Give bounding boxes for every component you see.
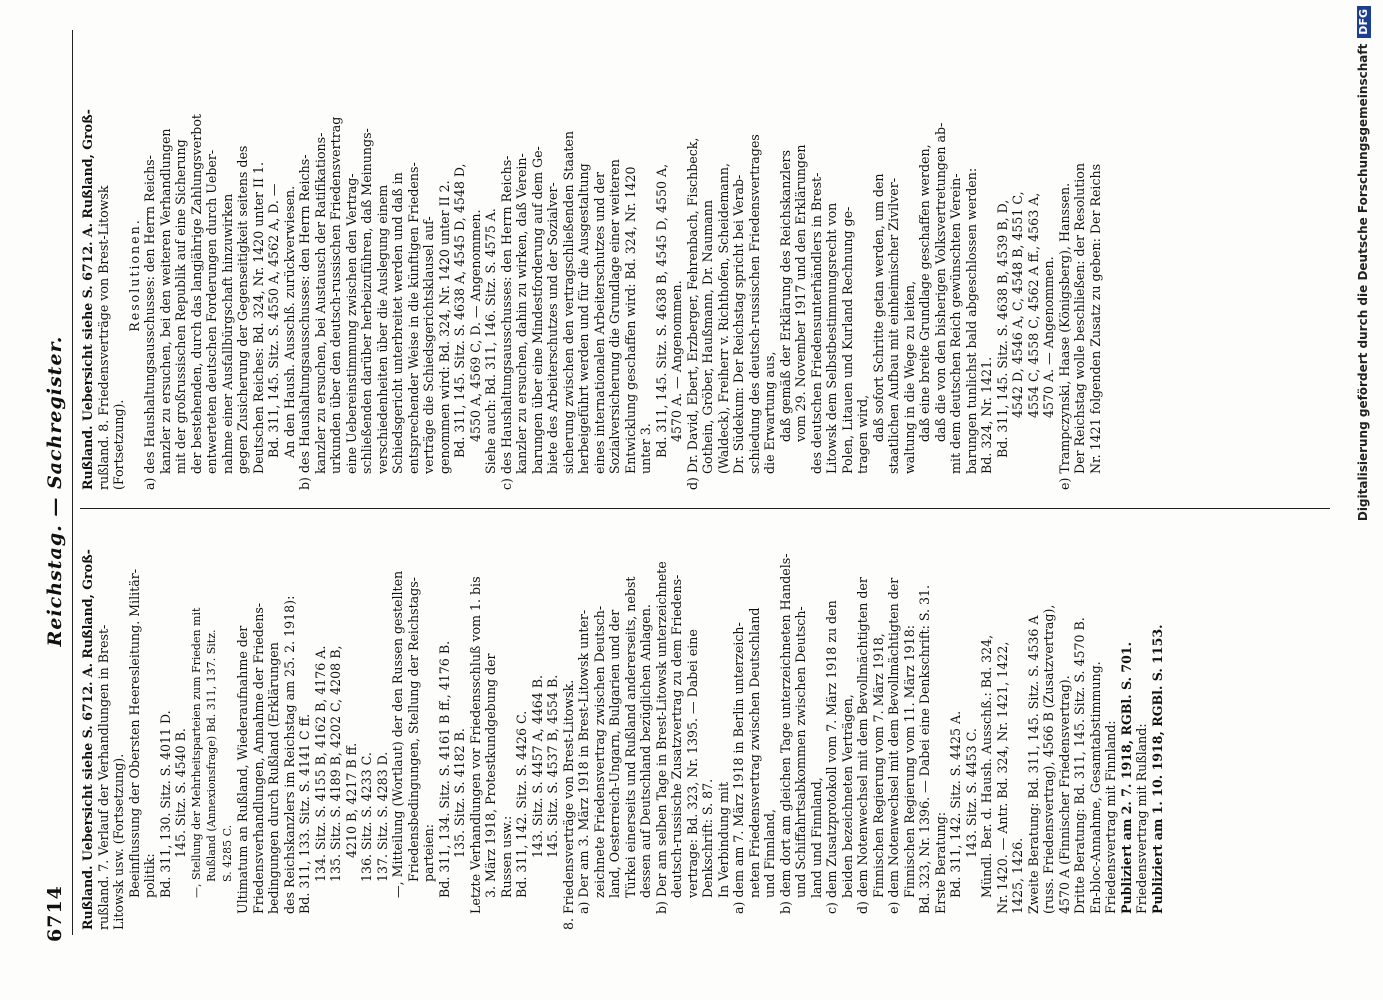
right-column-line: des deutschen Friedensunterhändlers in Brest- xyxy=(808,172,824,474)
left-column-line: Zweite Beratung: Bd. 311, 145. Sitz. S. 4536 A xyxy=(1025,615,1041,914)
left-column-line: politik: xyxy=(142,853,157,898)
right-column-line: die Erwartung aus, xyxy=(762,351,777,474)
left-column-line: neten Friedensvertrag zwischen Deutschland xyxy=(746,607,762,898)
right-column-line: kanzler zu ersuchen, bei den weiteren Verhandlungen xyxy=(157,128,173,474)
left-column-line: 145. Sitz. S. 4540 B. xyxy=(173,728,188,858)
right-column-line: Resolutionen. xyxy=(126,218,142,332)
right-column-line: schiedung des deutsch-russischen Friedensvertrages xyxy=(746,134,762,474)
right-column-line: 4550 A, 4569 C, D. — Angenommen. xyxy=(467,209,483,442)
left-column-line: 3. März 1918, Protestkundgebung der xyxy=(483,653,498,898)
left-column-line: 135. Sitz. S. 4182 B. xyxy=(452,728,467,858)
left-column-line: Publiziert am 2. 7. 1918, RGBl. S. 701. xyxy=(1118,641,1134,914)
right-column-line: Sozialversicherung die Grundlage einer weiteren xyxy=(607,159,622,474)
left-column-line: Bd. 323, Nr. 1396. — Dabei eine Denkschrift: S. 31. xyxy=(917,584,932,914)
right-column-line: schließenden darüber herbeizuführen, daß Meinungs- xyxy=(359,128,374,474)
left-column-line: Bd. 311, 130. Sitz. S. 4011 D. xyxy=(157,710,173,898)
right-column-line: entsprechender Weise in die künftigen Friedens- xyxy=(405,162,421,474)
left-column-line: land und Finnland, xyxy=(808,777,824,898)
right-column-line: mit dem deutschen Reich gewünschten Verein- xyxy=(948,173,963,474)
left-column-line: Dritte Beratung: Bd. 311, 145. Sitz. S. 4570 B. xyxy=(1072,617,1087,914)
header-rule xyxy=(72,30,73,935)
left-column-line: Bd. 311, 134. Sitz. S. 4161 B ff., 4176 B. xyxy=(436,640,452,898)
left-column-line: und Schiffahrtsabkommen zwischen Deutsch- xyxy=(793,606,808,898)
right-column-line: biete des Arbeiterschutzes und der Sozialver- xyxy=(545,182,560,474)
right-column-line: waltung in die Wege zu leiten, xyxy=(901,280,917,474)
left-column-line: Rußland. Uebersicht siehe S. 6712. A. Rußland, Groß- xyxy=(80,549,95,930)
right-column-line: eine Uebereinstimmung zwischen den Vertrag- xyxy=(343,173,359,474)
right-column-line: b) des Haushaltungsausschusses: den Herrn Reichs- xyxy=(297,154,312,490)
left-column-line: Finnischen Regierung vom 11. März 1918: xyxy=(901,624,917,898)
left-column-line: c) dem Zusatzprotokoll vom 7. März 1918 zu den xyxy=(824,600,839,914)
left-column-line: des Reichskanzlers im Reichstag am 25. 2. 1918): xyxy=(281,595,297,914)
credit-text: Digitalisierung gefördert durch die Deutsche Forschungsgemeinschaft xyxy=(1356,43,1370,522)
column-divider xyxy=(80,508,1330,509)
right-column-line: d) Dr. David, Ebert, Erzberger, Fehrenbach, Fischbeck, xyxy=(684,137,700,490)
right-column-line: (Fortsetzung). xyxy=(111,399,126,490)
right-column-line: vom 29. November 1917 und den Erklärungen xyxy=(793,144,808,442)
left-column-line: 145. Sitz. S. 4537 B, 4554 B. xyxy=(545,674,560,858)
right-column-line: eines internationalen Arbeiterschutzes und der xyxy=(591,171,607,474)
right-column-line: Deutschen Reiches: Bd. 324, Nr. 1420 unter II 1. xyxy=(250,161,266,474)
left-column-line: parteien: xyxy=(421,824,436,882)
left-column-line: zeichnete Friedensvertrag zwischen Deutsch- xyxy=(591,605,607,898)
left-column-line: deutsch-russische Zusatzvertrag zu dem Friedens- xyxy=(669,574,684,898)
left-column-line: In Verbindung mit xyxy=(715,781,731,898)
page-header xyxy=(44,40,72,942)
left-column-line: Friedensbedingungen, Stellung der Reichstags- xyxy=(405,577,421,882)
left-column-line: 4570 A (Finnischer Friedensvertrag). xyxy=(1056,675,1072,914)
credit-text-wrapper xyxy=(1348,6,1378,996)
right-column-line: Siehe auch: Bd. 311, 146. Sitz. S. 4575 A. xyxy=(483,208,498,474)
right-column-line: Rußland. Uebersicht siehe S. 6712. A. Rußland, Groß- xyxy=(80,109,95,490)
left-column-line: Bd. 311, 142. Sitz. S. 4425 A. xyxy=(948,710,963,898)
left-column-line: Friedensverhandlungen, Annahme der Friedens- xyxy=(250,602,266,914)
right-column-line: unter 3. xyxy=(638,423,653,474)
right-column-line: gegen Zusicherung der Gegenseitigkeit seitens des xyxy=(235,145,250,474)
right-column-line: Bd. 311, 145. Sitz. S. 4638 A, 4545 D, 4548 D, xyxy=(452,163,467,458)
right-column-line: daß die von den bisherigen Volksvertretungen ab- xyxy=(932,122,948,442)
right-column-line: kanzler zu ersuchen, bei Austausch der Ratifikations- xyxy=(312,132,328,474)
right-column-line: urkunden über den deutsch-russischen Friedensvertrag xyxy=(328,116,343,474)
right-column-line: verschiedenheiten über die Auslegung einem xyxy=(374,184,390,474)
left-column-line: Beeinflussung der Obersten Heeresleitung. Militär- xyxy=(126,568,142,898)
left-column-line: beiden bezeichneten Verträgen, xyxy=(839,694,855,898)
right-column-line: daß sofort Schritte getan werden, um den xyxy=(870,173,886,442)
right-column-line: entwerteten deutschen Forderungen durch Ueber- xyxy=(204,149,219,474)
right-column-line: Bd. 311, 145. Sitz. S. 4638 B, 4539 B, D, xyxy=(994,199,1010,458)
right-column-line: rußland. 8. Friedensverträge von Brest-Litowsk xyxy=(95,185,111,490)
left-column-line: Friedensvertrag mit Rußland: xyxy=(1134,723,1149,914)
right-column-line: sicherung zwischen den vertragschließenden Staaten xyxy=(560,131,576,474)
right-column-line: tragen wird, xyxy=(855,394,870,474)
right-column-line: 4570 A. — Angenommen. xyxy=(1041,256,1056,418)
right-column-line: daß eine breite Grundlage geschaffen werden, xyxy=(917,144,932,442)
left-column-line: Ultimatum an Rußland, Wiederaufnahme der xyxy=(235,625,250,914)
right-column-line: daß gemäß der Erklärung des Reichskanzlers xyxy=(777,149,793,442)
right-column-line: barungen tunlichst bald abgeschlossen werden: xyxy=(963,167,979,474)
left-column-line: dessen auf Deutschland bezüglichen Anlagen. xyxy=(638,604,653,898)
left-column-line: rußland. 7. Verlauf der Verhandlungen in Brest- xyxy=(95,624,111,930)
right-column-line: 4554 C, 4558 C, 4562 A ff., 4563 A, xyxy=(1025,192,1041,418)
right-column-line: Entwicklung geschaffen wird: Bd. 324, Nr. 1420 xyxy=(622,166,638,474)
left-column-line: b) Der am selben Tage in Brest-Litowsk unterzeichnete xyxy=(653,561,669,914)
dfg-logo: DFG xyxy=(1357,6,1371,38)
left-column-line: En-bloc-Annahme, Gesamtabstimmung. xyxy=(1087,661,1103,914)
left-column-line: 8. Friedensverträge von Brest-Litowsk. xyxy=(560,679,576,930)
page-number: 6714 xyxy=(44,885,66,942)
left-column-line: Nr. 1420. — Antr. Bd. 324, Nr. 1421, 1422, xyxy=(994,641,1010,914)
left-column-line: Bd. 311, 133. Sitz. S. 4141 C ff. xyxy=(297,713,312,914)
right-column-line: a) des Haushaltungsausschusses: den Herrn Reichs- xyxy=(142,155,157,490)
left-column-line: vertrage: Bd. 323, Nr. 1395. — Dabei eine xyxy=(684,629,700,898)
right-column-line: Polen, Litauen und Kurland Rechnung ge- xyxy=(839,206,855,474)
right-column-line: c) des Haushaltungsausschusses: den Herrn Reichs- xyxy=(498,155,514,490)
right-column xyxy=(80,60,1103,490)
left-column-line: 137. Sitz. S. 4283 D. xyxy=(374,751,390,882)
right-column-line: der bestehenden, durch das langjährige Zahlungsverbot xyxy=(188,114,204,474)
left-column-line: Erste Beratung: xyxy=(932,811,948,914)
right-column-line: staatlichen Aufbau mit einheimischer Zivilver- xyxy=(886,177,901,474)
left-column-line: d) dem Notenwechsel mit dem Bevollmächtigten der xyxy=(855,577,870,914)
left-column-line: bedingungen durch Rußland (Erklärungen xyxy=(266,642,281,914)
right-column-line: nahme einer Ausfallbürgschaft hinzuwirken xyxy=(219,193,235,474)
right-column-line: herbeigeführt werden und für die Ausgestaltung xyxy=(576,163,591,474)
right-column-line: Bd. 311, 145. Sitz. S. 4638 B, 4545 D, 4550 A, xyxy=(653,163,669,458)
right-column-line: mit der großrussischen Republik auf eine Sicherung xyxy=(173,139,188,474)
left-column-line: Publiziert am 1. 10. 1918, RGBl. S. 1153. xyxy=(1149,624,1165,914)
right-column-line: verträge die Schiedsgerichtsklausel auf- xyxy=(421,216,436,474)
left-column-line: Letzte Verhandlungen vor Friedensschluß vom 1. bis xyxy=(467,576,483,914)
right-column-line: barungen über eine Mindestforderung auf dem Ge- xyxy=(529,146,545,474)
left-column-line: 4210 B, 4217 B ff. xyxy=(343,742,359,858)
left-column-line: Türkei einerseits und Rußland andererseits, nebst xyxy=(622,576,638,898)
left-column-line: a) Der am 3. März 1918 in Brest-Litowsk unter- xyxy=(576,609,591,914)
left-column-line: (russ. Friedensvertrag), 4566 B (Zusatzvertrag), xyxy=(1041,604,1056,914)
right-column-line: Nr. 1421 folgenden Zusatz zu geben: Der Reichs xyxy=(1087,163,1103,474)
right-column-line: kanzler zu ersuchen, dahin zu wirken, daß Verein- xyxy=(514,153,529,474)
right-column-line: (Waldeck), Freiherr v. Richthofen, Scheidemann, xyxy=(715,162,731,474)
right-column-line: Schiedsgericht unterbreitet werden und daß in xyxy=(390,172,405,474)
right-column-line: 4542 D, 4546 A, C, 4548 B, 4551 C, xyxy=(1010,191,1025,418)
right-column-line: An den Haush. Ausschß. zurückverwiesen. xyxy=(281,185,297,458)
left-column-line: und Finnland, xyxy=(762,809,777,898)
digitization-credit xyxy=(1348,6,1378,996)
left-column-line: 143. Sitz. S. 4457 A, 4464 B. xyxy=(529,674,545,858)
right-column-line: Dr. Südekum: Der Reichstag spricht bei Verab- xyxy=(731,174,746,474)
left-column-line: —, Stellung der Mehrheitsparteien zum Frieden mit xyxy=(189,607,203,898)
left-column-line: Litowsk usw. (Fortsetzung). xyxy=(111,753,126,930)
right-column-line: Gothein, Gröber, Haußmann, Dr. Naumann xyxy=(700,200,715,474)
left-column-line: Rußland (Annexionsfrage) Bd. 311, 137. Sitz. xyxy=(205,629,218,882)
right-column-line: Bd. 324, Nr. 1421. xyxy=(979,356,994,474)
right-column-line: genommen wird: Bd. 324, Nr. 1420 unter II 2. xyxy=(436,180,452,474)
left-column-line: Mündl. Ber. d. Haush. Ausschß.: Bd. 324, xyxy=(979,634,994,898)
left-column-line: 143. Sitz. S. 4453 C. xyxy=(963,728,979,858)
right-column-line: 4570 A. — Angenommen. xyxy=(669,280,684,442)
left-column-line: e) dem Notenwechsel mit dem Bevollmächtigten der xyxy=(886,577,901,914)
right-column-line: Litowsk dem Selbstbestimmungsrecht von xyxy=(824,202,839,474)
right-column-line: Der Reichstag wolle beschließen: der Resolution xyxy=(1072,163,1087,474)
left-column-line: 1425, 1426. xyxy=(1010,837,1025,914)
left-column-line: Denkschrift: S. 87. xyxy=(700,778,715,898)
left-column-line: 136. Sitz. S. 4233 C. xyxy=(359,752,374,882)
left-column-line: 135. Sitz. S. 4189 B, 4202 C, 4208 B, xyxy=(328,645,343,882)
left-column-line: —, Mitteilung (Wortlaut) der den Russen gestellten xyxy=(390,570,405,898)
left-column-line: S. 4285 C. xyxy=(220,824,234,882)
left-column-line: b) dem dort am gleichen Tage unterzeichneten Handels- xyxy=(777,553,793,914)
left-column-line: Finnischen Regierung vom 7. März 1918, xyxy=(870,633,886,898)
left-column xyxy=(80,520,1165,930)
left-column-line: Bd. 311, 142. Sitz. S. 4426 C. xyxy=(514,710,529,898)
right-column-line: e) Trampczynski, Haase (Königsberg), Hanssen. xyxy=(1056,182,1072,490)
left-column-line: land, Oesterreich-Ungarn, Bulgarien und der xyxy=(607,609,622,898)
left-column-line: a) dem am 7. März 1918 in Berlin unterzeich- xyxy=(731,622,746,914)
left-column-line: Russen usw.: xyxy=(498,815,514,898)
right-column-line: Bd. 311, 145. Sitz. S. 4550 A, 4562 A, D. — xyxy=(266,183,281,458)
left-column-line: Friedensvertrag mit Finnland: xyxy=(1103,720,1118,914)
left-column-line: 134. Sitz. S. 4155 B, 4162 B, 4176 A. xyxy=(312,645,328,882)
page-title: Reichstag. — Sachregister. xyxy=(44,335,66,647)
